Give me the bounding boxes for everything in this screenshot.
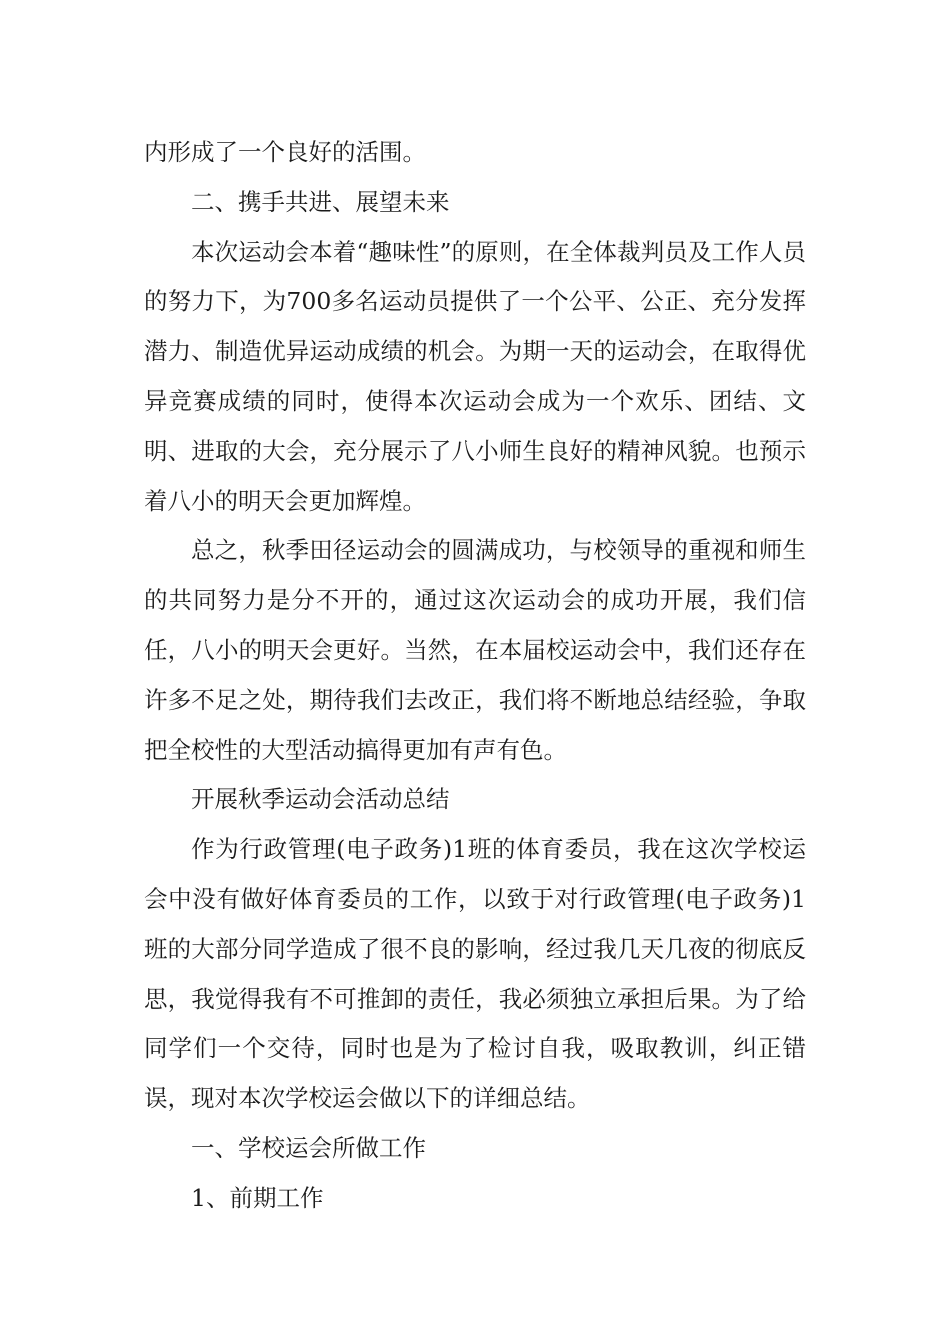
section-heading-1: 一、学校运会所做工作 — [191, 1133, 426, 1162]
section-heading-2: 二、携手共进、展望未来 — [191, 187, 450, 216]
paragraph-introduction: 作为行政管理(电子政务)1班的体育委员，我在这次学校运会中没有做好体育委员的工作，以致于对行政管理(电子政务)1班的大部分同学造成了很不良的影响，经过我几天几夜的彻底反思，我觉得我有不可推卸的责任，我必须独立承担后果。为了给同学们一个交待，同时也是为了检讨自我，吸取教训，纠正错误，现对本次学校运会做以下的详细总结。 — [144, 835, 806, 1113]
subsection-heading-1: 1、前期工作 — [191, 1183, 324, 1212]
document-subtitle: 开展秋季运动会活动总结 — [191, 785, 450, 814]
paragraph-conclusion: 总之，秋季田径运动会的圆满成功，与校领导的重视和师生的共同努力是分不开的，通过这次运动会的成功开展，我们信任，八小的明天会更好。当然，在本届校运动会中，我们还存在许多不足之处，期待我们去改正，我们将不断地总结经验，争取把全校性的大型活动搞得更加有声有色。 — [144, 536, 806, 764]
paragraph-continuation: 内形成了一个良好的活围。 — [144, 138, 426, 166]
paragraph-sports-meet: 本次运动会本着“趣味性”的原则，在全体裁判员及工作人员的努力下，为700多名运动员提供了一个公平、公正、充分发挥潜力、制造优异运动成绩的机会。为期一天的运动会，在取得优异竞赛成绩的同时，使得本次运动会成为一个欢乐、团结、文明、进取的大会，充分展示了八小师生良好的精神风貌。也预示着八小的明天会更加辉煌。 — [144, 237, 806, 515]
document-body — [144, 128, 806, 1224]
